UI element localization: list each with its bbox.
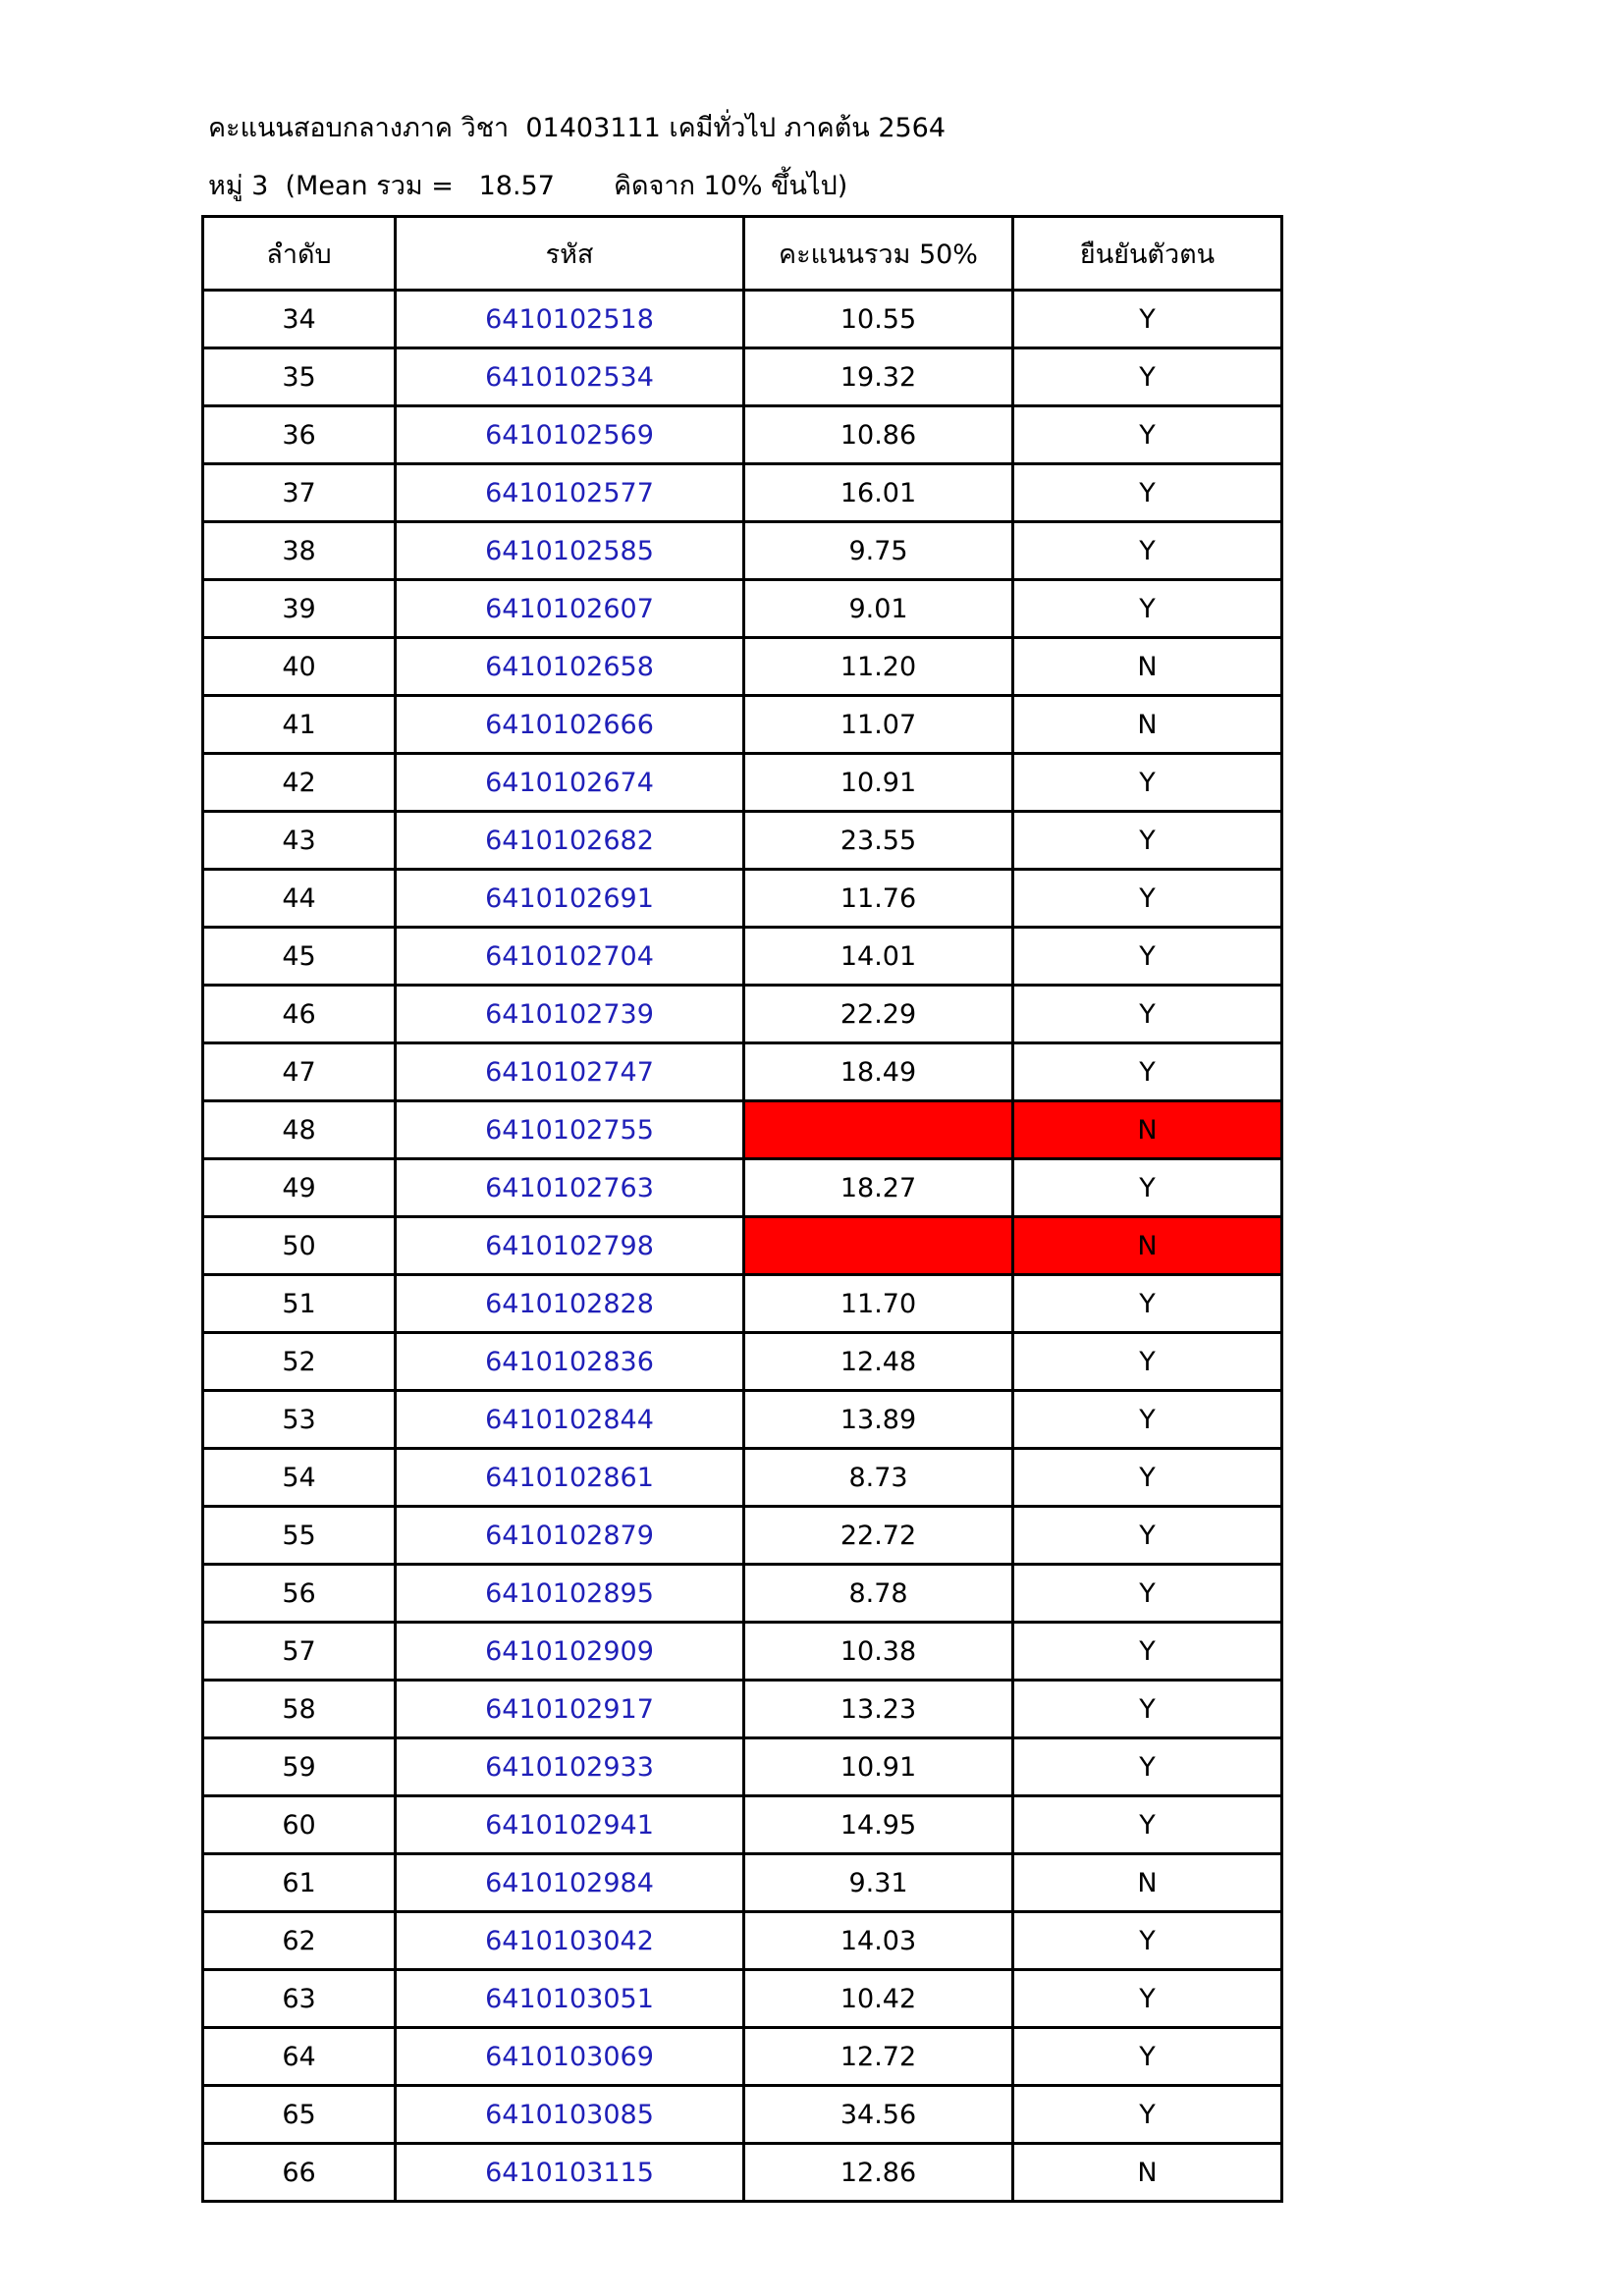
student-id-cell: 6410102917 [396,1681,744,1738]
student-id-cell: 6410103051 [396,1970,744,2028]
order-cell: 37 [203,464,396,522]
table-row [203,406,1282,464]
table-row [203,1449,1282,1507]
score-cell: 23.55 [744,812,1013,870]
student-id-cell: 6410102577 [396,464,744,522]
verified-cell: Y [1013,2086,1282,2144]
verified-cell: Y [1013,522,1282,580]
verified-cell: Y [1013,870,1282,928]
verified-cell: N [1013,2144,1282,2202]
order-cell: 43 [203,812,396,870]
order-cell: 50 [203,1217,396,1275]
student-id-cell: 6410102879 [396,1507,744,1565]
verified-cell: Y [1013,1043,1282,1101]
table-row [203,580,1282,638]
table-row [203,1681,1282,1738]
table-row [203,1217,1282,1275]
student-id-cell: 6410102909 [396,1623,744,1681]
score-cell: 19.32 [744,348,1013,406]
table-row [203,1275,1282,1333]
order-cell: 45 [203,928,396,986]
order-cell: 49 [203,1159,396,1217]
order-cell: 39 [203,580,396,638]
student-id-cell: 6410102518 [396,291,744,348]
score-cell: 10.91 [744,1738,1013,1796]
score-cell: 11.70 [744,1275,1013,1333]
verified-cell: Y [1013,1159,1282,1217]
score-cell: 10.86 [744,406,1013,464]
order-cell: 62 [203,1912,396,1970]
order-cell: 38 [203,522,396,580]
order-cell: 56 [203,1565,396,1623]
student-id-cell: 6410103042 [396,1912,744,1970]
score-cell: 8.78 [744,1565,1013,1623]
student-id-cell: 6410102682 [396,812,744,870]
verified-cell: Y [1013,1912,1282,1970]
table-row [203,812,1282,870]
verified-cell: Y [1013,928,1282,986]
student-id-cell: 6410102941 [396,1796,744,1854]
verified-cell: Y [1013,1391,1282,1449]
order-cell: 61 [203,1854,396,1912]
score-cell: 12.86 [744,2144,1013,2202]
table-row [203,1565,1282,1623]
table-row [203,2028,1282,2086]
score-cell: 12.72 [744,2028,1013,2086]
verified-cell: Y [1013,348,1282,406]
score-cell: 10.42 [744,1970,1013,2028]
order-cell: 36 [203,406,396,464]
student-id-cell: 6410102747 [396,1043,744,1101]
score-cell: 22.72 [744,1507,1013,1565]
order-cell: 60 [203,1796,396,1854]
table-row [203,928,1282,986]
table-row [203,464,1282,522]
verified-cell: Y [1013,1796,1282,1854]
student-id-cell: 6410102739 [396,986,744,1043]
student-id-cell: 6410103085 [396,2086,744,2144]
order-cell: 48 [203,1101,396,1159]
verified-cell: Y [1013,1681,1282,1738]
score-cell: 13.23 [744,1681,1013,1738]
order-cell: 63 [203,1970,396,2028]
table-row [203,1333,1282,1391]
verified-cell: Y [1013,1970,1282,2028]
table-row [203,1854,1282,1912]
score-cell [744,1217,1013,1275]
verified-cell: N [1013,1217,1282,1275]
student-id-cell: 6410102861 [396,1449,744,1507]
score-cell: 11.76 [744,870,1013,928]
table-row [203,1159,1282,1217]
table-row [203,1623,1282,1681]
header-row [203,217,1282,291]
student-id-cell: 6410102755 [396,1101,744,1159]
column-header-order: ลำดับ [203,217,396,291]
verified-cell: Y [1013,1333,1282,1391]
student-id-cell: 6410102658 [396,638,744,696]
student-id-cell: 6410102984 [396,1854,744,1912]
verified-cell: Y [1013,580,1282,638]
order-cell: 41 [203,696,396,754]
table-row [203,522,1282,580]
order-cell: 46 [203,986,396,1043]
table-row [203,1101,1282,1159]
table-row [203,1970,1282,2028]
score-cell [744,1101,1013,1159]
order-cell: 64 [203,2028,396,2086]
score-cell: 16.01 [744,464,1013,522]
table-row [203,638,1282,696]
score-cell: 9.31 [744,1854,1013,1912]
score-cell: 22.29 [744,986,1013,1043]
student-id-cell: 6410102704 [396,928,744,986]
document-title: คะแนนสอบกลางภาค วิชา 01403111 เคมีทั่วไป ภาคต้น 2564 [208,113,947,143]
score-cell: 8.73 [744,1449,1013,1507]
table-row [203,348,1282,406]
order-cell: 58 [203,1681,396,1738]
score-cell: 10.55 [744,291,1013,348]
column-header-verified: ยืนยันตัวตน [1013,217,1282,291]
student-id-cell: 6410102933 [396,1738,744,1796]
table-row [203,870,1282,928]
section-subtitle: หมู่ 3 (Mean รวม = 18.57 คิดจาก 10% ขึ้นไป) [208,171,848,201]
student-id-cell: 6410102691 [396,870,744,928]
score-cell: 9.75 [744,522,1013,580]
order-cell: 52 [203,1333,396,1391]
verified-cell: N [1013,1101,1282,1159]
student-id-cell: 6410102844 [396,1391,744,1449]
order-cell: 66 [203,2144,396,2202]
student-id-cell: 6410102585 [396,522,744,580]
order-cell: 42 [203,754,396,812]
verified-cell: Y [1013,1449,1282,1507]
order-cell: 47 [203,1043,396,1101]
student-id-cell: 6410102534 [396,348,744,406]
student-id-cell: 6410102666 [396,696,744,754]
table-row [203,986,1282,1043]
order-cell: 44 [203,870,396,928]
score-cell: 10.91 [744,754,1013,812]
table-row [203,1043,1282,1101]
verified-cell: Y [1013,754,1282,812]
order-cell: 55 [203,1507,396,1565]
score-cell: 11.20 [744,638,1013,696]
student-id-cell: 6410103069 [396,2028,744,2086]
score-cell: 11.07 [744,696,1013,754]
verified-cell: Y [1013,812,1282,870]
order-cell: 40 [203,638,396,696]
verified-cell: N [1013,1854,1282,1912]
verified-cell: Y [1013,291,1282,348]
student-id-cell: 6410103115 [396,2144,744,2202]
score-cell: 18.27 [744,1159,1013,1217]
score-cell: 18.49 [744,1043,1013,1101]
score-cell: 14.03 [744,1912,1013,1970]
verified-cell: Y [1013,1507,1282,1565]
student-id-cell: 6410102569 [396,406,744,464]
verified-cell: N [1013,696,1282,754]
score-cell: 34.56 [744,2086,1013,2144]
student-id-cell: 6410102836 [396,1333,744,1391]
table-row [203,2144,1282,2202]
column-header-student-id: รหัส [396,217,744,291]
order-cell: 54 [203,1449,396,1507]
verified-cell: N [1013,638,1282,696]
student-id-cell: 6410102895 [396,1565,744,1623]
table-row [203,2086,1282,2144]
student-id-cell: 6410102798 [396,1217,744,1275]
table-row [203,291,1282,348]
score-cell: 10.38 [744,1623,1013,1681]
table-row [203,1391,1282,1449]
scores-table [201,215,1283,2203]
student-id-cell: 6410102828 [396,1275,744,1333]
verified-cell: Y [1013,1738,1282,1796]
verified-cell: Y [1013,1275,1282,1333]
column-header-score: คะแนนรวม 50% [744,217,1013,291]
student-id-cell: 6410102674 [396,754,744,812]
order-cell: 65 [203,2086,396,2144]
score-cell: 13.89 [744,1391,1013,1449]
score-cell: 9.01 [744,580,1013,638]
table-row [203,1912,1282,1970]
verified-cell: Y [1013,1565,1282,1623]
table-row [203,754,1282,812]
score-cell: 14.01 [744,928,1013,986]
order-cell: 57 [203,1623,396,1681]
student-id-cell: 6410102607 [396,580,744,638]
score-cell: 14.95 [744,1796,1013,1854]
verified-cell: Y [1013,986,1282,1043]
verified-cell: Y [1013,1623,1282,1681]
table-row [203,1796,1282,1854]
order-cell: 35 [203,348,396,406]
table-row [203,1738,1282,1796]
order-cell: 59 [203,1738,396,1796]
verified-cell: Y [1013,464,1282,522]
order-cell: 53 [203,1391,396,1449]
order-cell: 34 [203,291,396,348]
order-cell: 51 [203,1275,396,1333]
score-cell: 12.48 [744,1333,1013,1391]
student-id-cell: 6410102763 [396,1159,744,1217]
verified-cell: Y [1013,406,1282,464]
verified-cell: Y [1013,2028,1282,2086]
table-body [203,291,1282,2202]
table-row [203,1507,1282,1565]
table-row [203,696,1282,754]
